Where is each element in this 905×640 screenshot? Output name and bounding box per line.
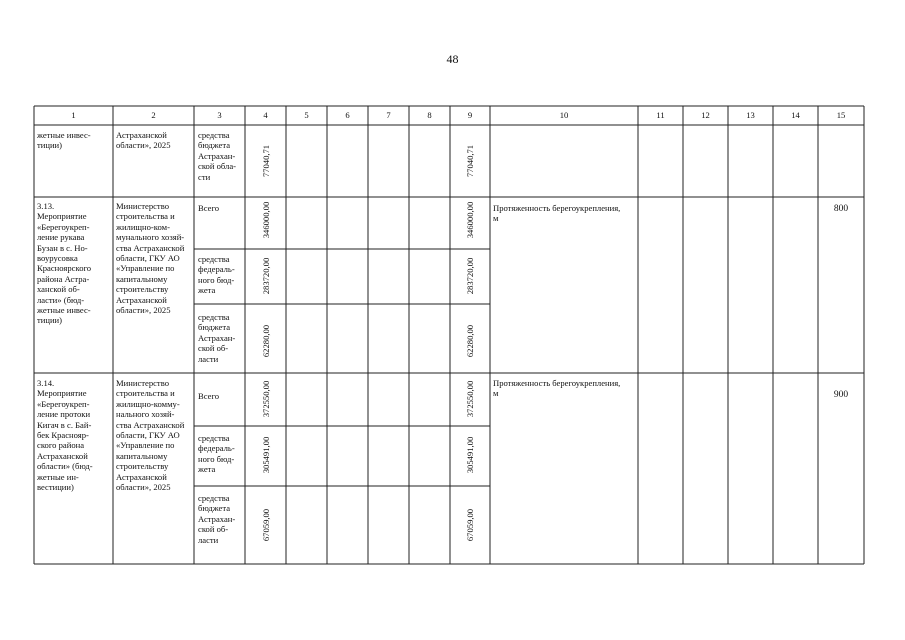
header-cell: 12 [701, 110, 710, 120]
amount-col4: 283720,00 [260, 257, 271, 295]
header-cell: 15 [836, 110, 846, 120]
header-cell: 7 [386, 110, 391, 120]
activity-name: жетные инвес- тиции) [37, 130, 91, 151]
funding-source: Всего [198, 203, 220, 213]
indicator-name: Протяженность берегоукрепления, м [493, 203, 621, 224]
amount-col9: 346000,00 [464, 201, 475, 239]
header-cell: 4 [263, 110, 268, 120]
header-cell: 2 [151, 110, 156, 120]
indicator-value: 900 [833, 390, 849, 400]
amount-col4: 77040,71 [260, 144, 271, 178]
amount-col9: 305491,00 [464, 436, 475, 474]
indicator-name: Протяженность берегоукрепления, м [493, 378, 621, 399]
amount-col4: 305491,00 [260, 436, 271, 474]
amount-col9: 372550,00 [464, 380, 475, 418]
amount-col4: 62280,00 [260, 324, 271, 358]
amount-col4: 346000,00 [260, 201, 271, 239]
indicator-value: 800 [833, 204, 849, 214]
activity-name: 3.14. Мероприятие «Берегоукреп- ление протоки Кигач в с. Бай- бек Краснояр- ского района Астраханской области» (бюд- жетные ин- вестиции) [37, 378, 93, 493]
header-cell: 10 [559, 110, 569, 120]
funding-source: средства бюджета Астрахан- ской об- ласти [198, 493, 236, 545]
header-cell: 9 [467, 110, 473, 120]
amount-col9: 77040,71 [464, 144, 475, 178]
executor-cell: Министерство строительства и жилищно-ком- мунального хозяй- ства Астраханской области, ГКУ АО «Управление по капитальному строительству Астраханской области», 2025 [116, 201, 185, 316]
amount-col4: 67059,00 [260, 508, 271, 542]
header-cell: 1 [71, 110, 76, 120]
page-number: 48 [446, 52, 459, 66]
header-cell: 8 [427, 110, 432, 120]
funding-source: Всего [198, 391, 220, 401]
executor-cell: Астраханской области», 2025 [116, 130, 171, 151]
header-cell: 5 [304, 110, 309, 120]
header-cell: 6 [345, 110, 350, 120]
amount-col9: 283720,00 [464, 257, 475, 295]
header-cell: 3 [217, 110, 222, 120]
amount-col9: 62280,00 [464, 324, 475, 358]
executor-cell: Министерство строительства и жилищно-комму- нального хозяй- ства Астраханской области, ГКУ АО «Управление по капитальному строительству Астраханской области», 2025 [116, 378, 185, 493]
funding-source: средства федераль- ного бюд- жета [198, 433, 235, 475]
funding-source: средства федераль- ного бюд- жета [198, 254, 235, 296]
amount-col9: 67059,00 [464, 508, 475, 542]
header-cell: 11 [656, 110, 665, 120]
activity-name: 3.13. Мероприятие «Берегоукреп- ление рукава Бузан в с. Но- воурусовка Красноярского района Астра- ханской об- ласти» (бюд- жетные инвес- тиции) [37, 201, 92, 326]
header-cell: 14 [791, 110, 800, 120]
funding-source: средства бюджета Астрахан- ской облa- сти [198, 130, 237, 182]
amount-col4: 372550,00 [260, 380, 271, 418]
funding-source: средства бюджета Астрахан- ской об- ласти [198, 312, 236, 364]
header-cell: 13 [746, 110, 755, 120]
